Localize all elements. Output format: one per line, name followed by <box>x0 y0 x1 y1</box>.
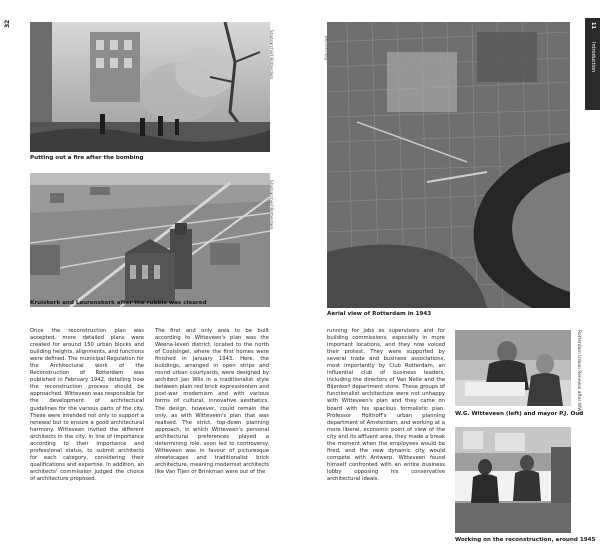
left-page-number: 32 <box>4 19 11 28</box>
credit-churches: Stadsarchief Rotterdam <box>269 180 274 230</box>
caption-fire: Putting out a fire after the bombing <box>30 155 144 161</box>
photo-fire-after-bombing <box>30 22 270 152</box>
body-column-3-text: running for jobs as supervisors and for building commissions, especially in more important locations, and they now voiced their protest. They were supported by several trade and business associations, most importantly by Club Rotterdam, an influential club of business leaders, including the directors of Van Nelle and the Bijenkorf department store. These groups of functionalist architecture were not unhappy with Witteveen's plan and they came on board with his spacious formalistic plan. Professor Holthoff's urban planning department of Amsterdam, and working at a more liberal, economic point of view of the city and its affluent area, they made a break the moment when the employees would be fired, and the new dynamic city would compete with Antwerp. Witteveen found himself confronted with an entire business lobby opposing his conservative architectural ideals. <box>327 328 445 482</box>
caption-aerial: Aerial view of Rotterdam in 1943 <box>327 311 432 317</box>
credit-fire: Stadsarchief Rotterdam <box>269 30 274 80</box>
caption-witteveen-oud: W.G. Witteveen (left) and mayor P.J. Oud <box>455 411 584 417</box>
caption-reconstruction: Working on the reconstruction, around 1945 <box>455 537 596 543</box>
caption-churches: Kruiskerk and Laurenskerk after the rubble was cleared <box>30 300 207 306</box>
body-column-2-text: The first and only area to be built according to Witteveen's plan was the Weena-Ieven district, located to the north of Coolsingel, where the first homes were finished in January 1943. Here, the buildings, arranged in open strips and round urban courtyards, were designed by architect Jan Wils in a traditionalist style between plain red brick expressionism and post-war modernism and with various forms of cultural, innovative aesthetics. The design, however, could remain the only, as with Witteveen's plan that was realised. The strict, top-down planning approach, in which Witteveen's personal architectural preferences played a determining role, soon led to controversy. Witteveen was in favour of picturesque streetscapes and traditionalist brick architecture, meaning modernist architects like Van Tijen or Brinkman were out of the <box>155 328 269 475</box>
photo-churches-after-clearing <box>30 173 270 307</box>
body-column-1 <box>30 328 144 542</box>
margin-title: Rotterdam Urban Renewal after WWII <box>576 330 581 415</box>
photo-aerial-rotterdam <box>327 22 570 308</box>
credit-aerial: Rijksarchief <box>324 35 329 60</box>
right-page-number: 11 <box>590 22 596 29</box>
section-tab-label: Introduction <box>590 42 596 73</box>
body-column-1-text: Once the reconstruction plan was accepted, more detailed plans were created for around 150 urban blocks and building heights, alignments, and functions were defined. The municipal Regulation for the Architectural work of the Reconstruction of Rotterdam was published in February 1942, detailing how the reconstruction process should be approached. Witteveen was responsible for the development of architectural guidelines for the various parts of the city. These were intended not only to support a renewal but to ensure a good architectural harmony. Witteveen invited the different architects in the city, in line of importance according to their importance and professional status, to submit architects for each category, considering their qualifications and expertise. In addition, an architects' commission judged the choice of architecture proposed. <box>30 328 144 482</box>
photo-witteveen-and-oud <box>455 330 571 406</box>
body-column-2 <box>155 328 269 542</box>
photo-reconstruction-work <box>455 427 571 533</box>
body-column-3 <box>327 328 445 542</box>
